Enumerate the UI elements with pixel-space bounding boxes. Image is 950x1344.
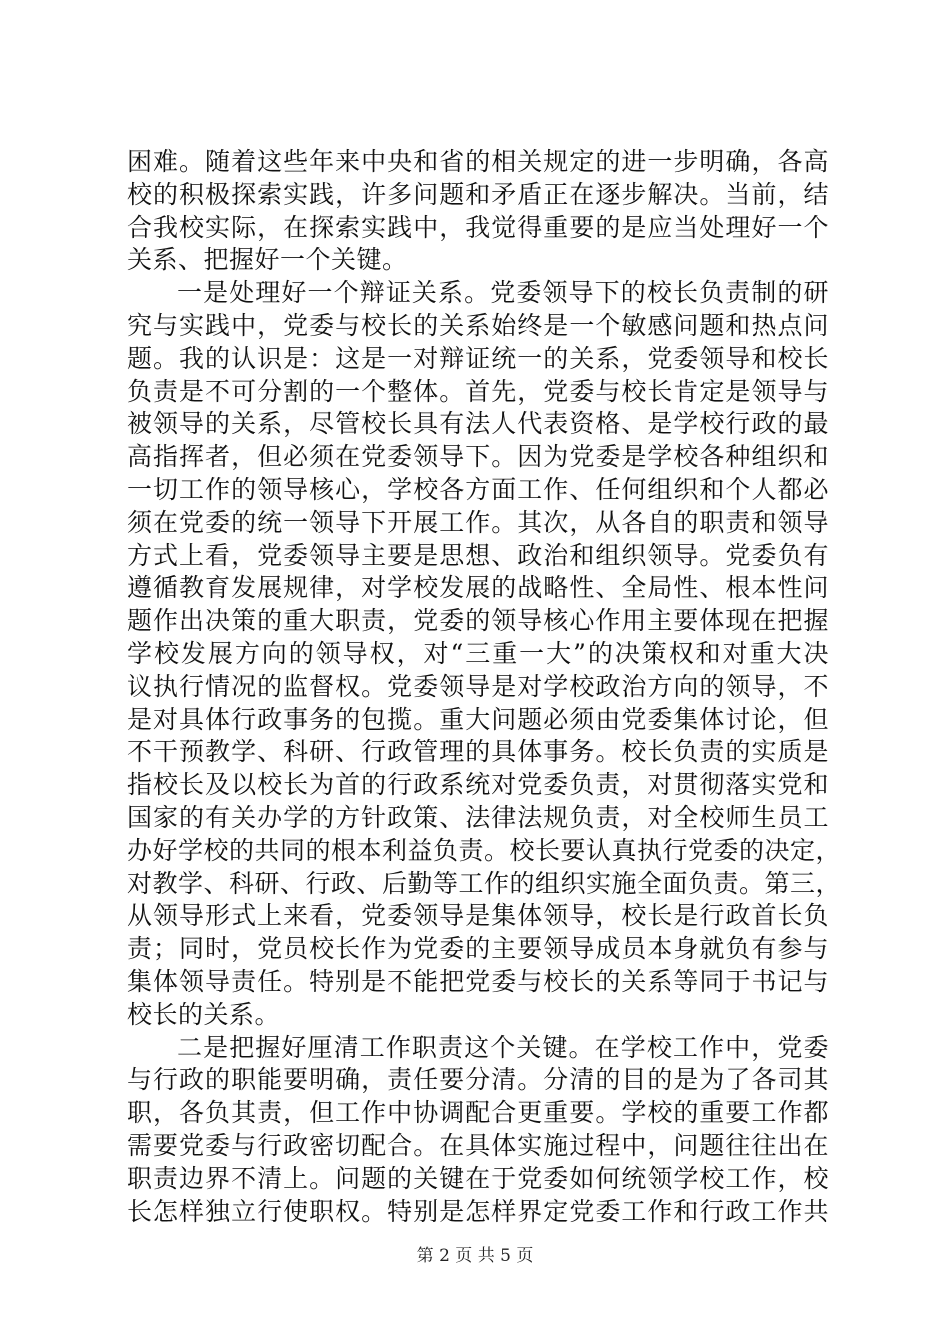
text-line: 高指挥者，但必须在党委领导下。因为党委是学校各种组织和 bbox=[127, 442, 829, 472]
text-line: 责；同时，党员校长作为党委的主要领导成员本身就负有参与 bbox=[127, 934, 829, 964]
text-line: 二是把握好厘清工作职责这个关键。在学校工作中，党委 bbox=[177, 1032, 829, 1062]
text-line: 对教学、科研、行政、后勤等工作的组织实施全面负责。第三， bbox=[127, 868, 842, 898]
text-line: 与行政的职能要明确，责任要分清。分清的目的是为了各司其 bbox=[127, 1065, 829, 1095]
text-line: 一是处理好一个辩证关系。党委领导下的校长负责制的研 bbox=[177, 278, 829, 308]
text-line: 关系、把握好一个关键。 bbox=[127, 245, 408, 275]
text-line: 需要党委与行政密切配合。在具体实施过程中，问题往往出在 bbox=[127, 1130, 829, 1160]
text-line: 议执行情况的监督权。党委领导是对学校政治方向的领导，不 bbox=[127, 671, 829, 701]
text-line: 是对具体行政事务的包揽。重大问题必须由党委集体讨论，但 bbox=[127, 704, 829, 734]
text-line: 一切工作的领导核心，学校各方面工作、任何组织和个人都必 bbox=[127, 474, 829, 504]
text-line: 遵循教育发展规律，对学校发展的战略性、全局性、根本性问 bbox=[127, 573, 829, 603]
text-line: 校长的关系。 bbox=[127, 999, 281, 1029]
text-line: 长怎样独立行使职权。特别是怎样界定党委工作和行政工作共 bbox=[127, 1196, 829, 1226]
text-line: 校的积极探索实践，许多问题和矛盾正在逐步解决。当前，结 bbox=[127, 179, 829, 209]
text-line: 方式上看，党委领导主要是思想、政治和组织领导。党委负有 bbox=[127, 540, 829, 570]
text-line: 题。我的认识是：这是一对辩证统一的关系，党委领导和校长 bbox=[127, 343, 829, 373]
text-line: 从领导形式上来看，党委领导是集体领导，校长是行政首长负 bbox=[127, 901, 829, 931]
text-line: 须在党委的统一领导下开展工作。其次，从各自的职责和领导 bbox=[127, 507, 829, 537]
text-line: 国家的有关办学的方针政策、法律法规负责，对全校师生员工 bbox=[127, 802, 829, 832]
text-line: 办好学校的共同的根本利益负责。校长要认真执行党委的决定， bbox=[127, 835, 842, 865]
document-body bbox=[127, 146, 842, 1228]
text-line: 集体领导责任。特别是不能把党委与校长的关系等同于书记与 bbox=[127, 966, 829, 996]
text-line: 职责边界不清上。问题的关键在于党委如何统领学校工作，校 bbox=[127, 1163, 829, 1193]
text-line: 究与实践中，党委与校长的关系始终是一个敏感问题和热点问 bbox=[127, 310, 829, 340]
text-line: 被领导的关系，尽管校长具有法人代表资格、是学校行政的最 bbox=[127, 409, 829, 439]
text-line: 题作出决策的重大职责，党委的领导核心作用主要体现在把握 bbox=[127, 606, 829, 636]
text-line: 职，各负其责，但工作中协调配合更重要。学校的重要工作都 bbox=[127, 1098, 829, 1128]
text-line: 不干预教学、科研、行政管理的具体事务。校长负责的实质是 bbox=[127, 737, 829, 767]
text-line: 负责是不可分割的一个整体。首先，党委与校长肯定是领导与 bbox=[127, 376, 829, 406]
text-line: 指校长及以校长为首的行政系统对党委负责，对贯彻落实党和 bbox=[127, 770, 829, 800]
text-line: 困难。随着这些年来中央和省的相关规定的进一步明确，各高 bbox=[127, 147, 829, 176]
text-line: 学校发展方向的领导权，对“三重一大”的决策权和对重大决 bbox=[127, 638, 829, 668]
text-line: 合我校实际，在探索实践中，我觉得重要的是应当处理好一个 bbox=[127, 212, 829, 242]
page-footer: 第 2 页 共 5 页 bbox=[416, 1246, 534, 1266]
